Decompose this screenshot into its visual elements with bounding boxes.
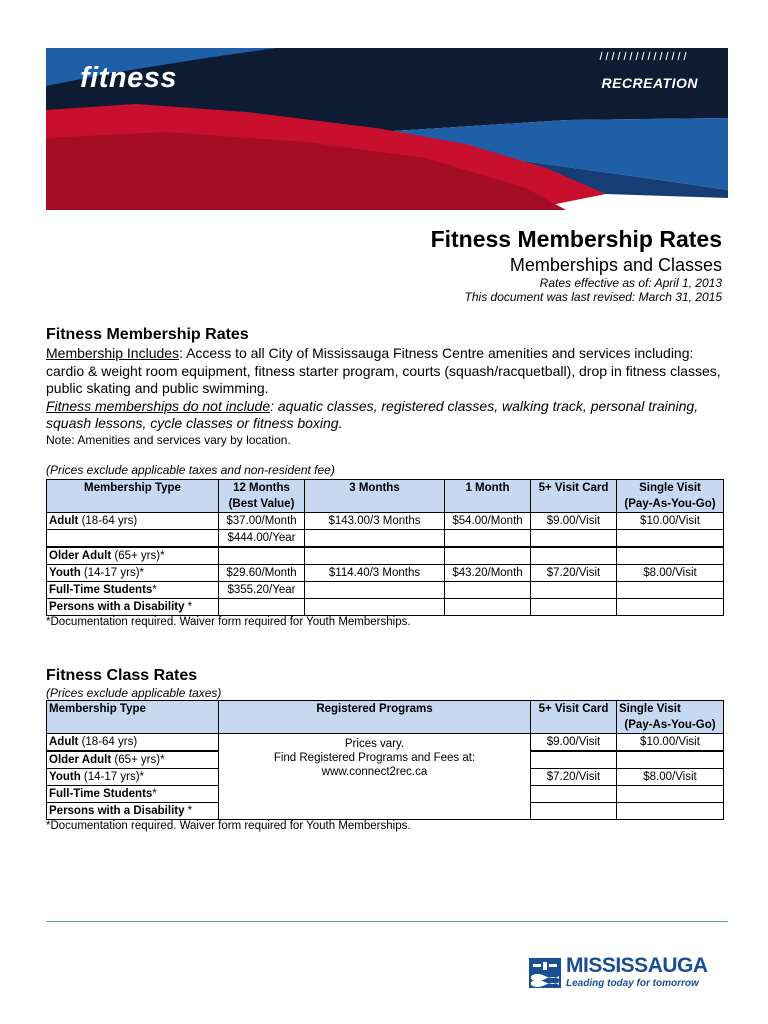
col-registered-programs: Registered Programs [219, 701, 531, 734]
excludes-text: : aquatic classes, registered classes, walking track, personal training, squash lessons, cycle classes or fitness boxing. [46, 397, 699, 431]
logo-tagline: Leading today for tomorrow [566, 978, 699, 989]
cell-single: $8.00/Visit [617, 565, 724, 582]
class-heading: Fitness Class Rates [46, 667, 198, 684]
excludes-label: Fitness memberships do not include [46, 397, 271, 414]
row-type: Older Adult [49, 754, 112, 766]
col-single-visit-sub: (Pay-As-You-Go) [617, 496, 724, 513]
table-header-row [47, 480, 724, 497]
cell-3m: $114.40/3 Months [305, 565, 445, 582]
cell-single: $10.00/Visit [617, 513, 724, 530]
page-subtitle: Memberships and Classes [509, 255, 722, 275]
row-type: Older Adult [49, 550, 112, 562]
membership-rates-table [46, 479, 724, 616]
table-row [47, 565, 724, 582]
class-footnote: *Documentation required. Waiver form required for Youth Memberships. [46, 820, 411, 832]
col-single-visit: Single Visit [617, 701, 724, 718]
row-type: Youth [49, 771, 81, 783]
class-section-text [46, 666, 728, 700]
membership-footnote: *Documentation required. Waiver form required for Youth Memberships. [46, 616, 411, 628]
banner-fitness-text: fitness [80, 62, 177, 94]
row-type: Persons with a Disability [49, 805, 185, 817]
banner-recreation-text: RECREATION [601, 75, 698, 91]
membership-section-text [46, 325, 728, 477]
row-age: (14-17 yrs)* [80, 771, 145, 783]
programs-link[interactable]: www.connect2rec.ca [321, 766, 428, 778]
cell-12m: $355.20/Year [219, 582, 305, 599]
row-age: * [152, 788, 157, 800]
row-age: * [184, 601, 193, 613]
row-age: (65+ yrs)* [111, 550, 165, 562]
col-single-visit: Single Visit [617, 480, 724, 497]
revised-date: This document was last revised: March 31, 2015 [464, 290, 722, 304]
row-type: Adult [49, 736, 79, 748]
row-age: (14-17 yrs)* [80, 567, 145, 579]
excludes-paragraph [46, 398, 728, 433]
footer-divider [46, 921, 728, 922]
header-banner [46, 48, 728, 210]
col-5-visit-card: 5+ Visit Card [531, 701, 617, 734]
effective-date: Rates effective as of: April 1, 2013 [539, 276, 722, 290]
logo-name: MISSISSAUGA [566, 954, 708, 977]
class-prices-note: (Prices exclude applicable taxes) [46, 686, 222, 700]
prices-note: (Prices exclude applicable taxes and non-resident fee) [46, 462, 335, 477]
cell-card: $7.20/Visit [531, 565, 617, 582]
page-title: Fitness Membership Rates [430, 226, 722, 252]
includes-paragraph [46, 345, 728, 398]
col-1-month: 1 Month [445, 480, 531, 513]
col-single-visit-sub: (Pay-As-You-Go) [617, 717, 724, 734]
row-age: (18-64 yrs) [78, 736, 138, 748]
col-12-months-sub: (Best Value) [219, 496, 305, 513]
includes-label: Membership Includes [46, 345, 180, 361]
row-age: * [152, 584, 157, 596]
title-block [222, 226, 722, 304]
table-header-row [47, 701, 724, 718]
row-type: Adult [49, 515, 79, 527]
registered-programs-cell [219, 734, 531, 820]
row-type: Full-Time Students [49, 788, 153, 800]
cell-single: $10.00/Visit [617, 734, 724, 752]
membership-heading: Fitness Membership Rates [46, 326, 249, 343]
row-age: * [184, 805, 193, 817]
cell-single: $8.00/Visit [617, 769, 724, 786]
row-type: Youth [49, 567, 81, 579]
col-membership-type: Membership Type [47, 480, 219, 513]
cell-card: $9.00/Visit [531, 734, 617, 752]
col-membership-type: Membership Type [47, 701, 219, 734]
cell-card: $9.00/Visit [531, 513, 617, 530]
table-row [47, 530, 724, 548]
cell-3m: $143.00/3 Months [305, 513, 445, 530]
cell-1m: $54.00/Month [445, 513, 531, 530]
programs-line-2: Find Registered Programs and Fees at: [273, 752, 476, 764]
col-12-months: 12 Months [219, 480, 305, 497]
col-5-visit-card: 5+ Visit Card [531, 480, 617, 513]
table-row [47, 734, 724, 752]
cell-12m: $444.00/Year [219, 530, 305, 548]
row-age: (18-64 yrs) [78, 515, 138, 527]
table-row [47, 599, 724, 616]
table-row [47, 513, 724, 530]
city-emblem-icon [528, 956, 562, 990]
includes-text: : Access to all City of Mississauga Fitness Centre amenities and services including: cardio & weight room equipment, fitness starter program, courts (squash/racquetball), drop in fitness classes, public skating and public swimming. [46, 345, 721, 396]
cell-1m: $43.20/Month [445, 565, 531, 582]
cell-12m: $29.60/Month [219, 565, 305, 582]
table-row [47, 582, 724, 599]
row-type: Persons with a Disability [49, 601, 185, 613]
row-age: (65+ yrs)* [111, 754, 165, 766]
col-3-months: 3 Months [305, 480, 445, 513]
cell-card: $7.20/Visit [531, 769, 617, 786]
cell-12m: $37.00/Month [219, 513, 305, 530]
table-row [47, 547, 724, 565]
amenities-note: Note: Amenities and services vary by location. [46, 432, 291, 447]
mississauga-logo [528, 954, 708, 992]
programs-line-1: Prices vary. [344, 738, 405, 750]
class-rates-table [46, 700, 724, 820]
row-type: Full-Time Students [49, 584, 153, 596]
